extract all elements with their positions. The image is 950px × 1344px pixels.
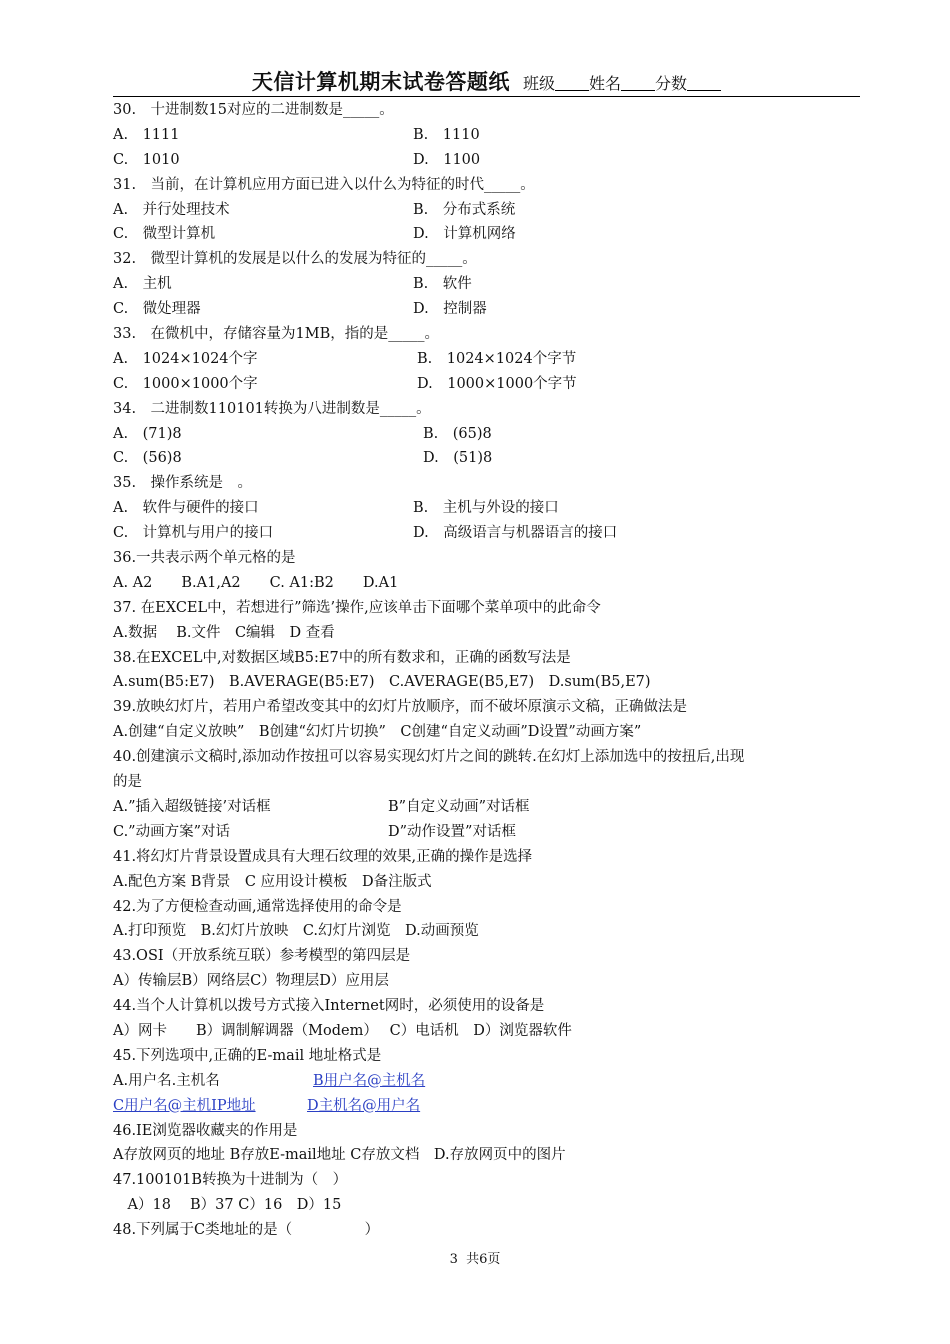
document-title: 天信计算机期末试卷答题纸 [251,70,510,94]
option-d-link[interactable]: D主机名@用户名 [307,1097,421,1114]
q31-options-row2 [113,222,873,247]
option-b: B. 主机与外设的接口 [413,500,559,517]
q35-options-row1 [113,496,873,521]
q30-stem: 30. 十进制数15对应的二进制数是_____。 [113,102,394,118]
class-label: 班级 [523,74,556,93]
option-d: D”动作设置”对话框 [388,823,516,840]
q45-stem: 45.下列选项中,正确的E-mail 地址格式是 [113,1047,382,1064]
question-list [113,98,873,1243]
q36-stem: 36.一共表示两个单元格的是 [113,550,296,567]
q33-options-row1 [113,347,873,372]
q46-options: A存放网页的地址 B存放E-mail地址 C存放文档 D.存放网页中的图片 [113,1147,566,1164]
q34-options-row2 [113,446,873,471]
option-c: C.”动画方案”对话 [113,823,231,840]
page-footer [0,1248,950,1267]
q45-options-row2 [113,1094,873,1119]
option-a: A.”插入超级链接’对话框 [113,798,271,815]
option-d: D. 高级语言与机器语言的接口 [413,525,618,542]
q40-options-row1 [113,795,873,820]
q40-options-row2 [113,820,873,845]
name-label: 姓名 [589,74,622,93]
q36-options: A. A2 B.A1,A2 C. A1:B2 D.A1 [113,574,399,591]
q37-options: A.数据 B.文件 C编辑 D 查看 [113,624,335,641]
option-c: C. 计算机与用户的接口 [113,525,274,542]
option-b-link[interactable]: B用户名@主机名 [313,1072,426,1089]
option-a: A. 并行处理技术 [113,201,230,218]
option-a: A. 1111 [113,126,180,143]
option-b: B. (65)8 [423,425,492,442]
q35-options-row2 [113,521,873,546]
q34-stem: 34. 二进制数110101转换为八进制数是_____。 [113,400,431,417]
page-number: 3 [449,1252,458,1267]
q41-options: A.配色方案 B背景 C 应用设计模板 D备注版式 [113,873,432,890]
q47-stem: 47.100101B转换为十进制为（ ） [113,1172,348,1189]
q34-options-row1 [113,422,873,447]
option-d: D. 计算机网络 [413,226,516,243]
option-a: A. (71)8 [113,425,182,442]
q48-stem: 48.下列属于C类地址的是（ ） [113,1222,380,1239]
option-b: B”自定义动画”对话框 [388,798,530,815]
q43-stem: 43.OSI（开放系统互联）参考模型的第四层是 [113,948,411,965]
q41-stem: 41.将幻灯片背景设置成具有大理石纹理的效果,正确的操作是选择 [113,848,533,865]
q32-stem: 32. 微型计算机的发展是以什么的发展为特征的_____。 [113,251,477,268]
class-blank[interactable] [555,76,589,91]
option-b: B. 1024×1024个字节 [417,350,577,367]
q33-options-row2 [113,372,873,397]
q35-stem: 35. 操作系统是 。 [113,475,253,492]
option-d: D. (51)8 [423,450,493,467]
q38-stem: 38.在EXCEL中,对数据区域B5:E7中的所有数求和，正确的函数写法是 [113,649,571,666]
q30-options-row1 [113,123,873,148]
q37-stem: 37. 在EXCEL中，若想进行”筛选’操作,应该单击下面哪个菜单项中的此命令 [113,599,601,616]
score-blank[interactable] [687,76,721,91]
q40-stem-continued: 的是 [113,774,142,791]
q31-stem: 31. 当前，在计算机应用方面已进入以什么为特征的时代_____。 [113,176,535,193]
option-a: A. 主机 [113,276,172,293]
option-c: C. 微处理器 [113,301,201,318]
option-a: A. 软件与硬件的接口 [113,500,259,517]
option-c: C. (56)8 [113,450,182,467]
q44-options: A）网卡 B）调制解调器（Modem） C）电话机 D）浏览器软件 [113,1022,572,1039]
option-d: D. 控制器 [413,301,487,318]
q30-options-row2 [113,148,873,173]
q42-stem: 42.为了方便检查动画,通常选择使用的命令是 [113,898,402,915]
student-info-fields [518,74,721,93]
page-total: 共6页 [466,1252,501,1267]
option-a: A.用户名.主机名 [113,1072,220,1089]
option-b: B. 1110 [413,126,480,143]
option-b: B. 分布式系统 [413,201,516,218]
answer-sheet-header [113,66,860,97]
option-d: D. 1000×1000个字节 [417,375,577,392]
option-d: D. 1100 [413,151,481,168]
q32-options-row2 [113,297,873,322]
q32-options-row1 [113,272,873,297]
q47-options: A）18 B）37 C）16 D）15 [113,1197,342,1214]
q46-stem: 46.IE浏览器收藏夹的作用是 [113,1122,298,1139]
option-c: C. 微型计算机 [113,226,216,243]
q31-options-row1 [113,198,873,223]
q39-options: A.创建“自定义放映” B创建“幻灯片切换” C创建“自定义动画”D设置”动画方案” [113,724,642,741]
option-c: C. 1010 [113,151,180,168]
score-label: 分数 [655,74,688,93]
q45-options-row1 [113,1069,873,1094]
q38-options: A.sum(B5:E7) B.AVERAGE(B5:E7) C.AVERAGE(B5,E7) D.sum(B5,E7) [113,674,651,691]
option-a: A. 1024×1024个字 [113,350,258,367]
q40-stem: 40.创建演示文稿时,添加动作按扭可以容易实现幻灯片之间的跳转.在幻灯上添加选中的按扭后,出现 [113,749,745,766]
q43-options: A）传输层B）网络层C）物理层D）应用层 [113,973,389,990]
option-c-link[interactable]: C用户名@主机IP地址 [113,1097,256,1114]
q33-stem: 33. 在微机中，存储容量为1MB，指的是_____。 [113,326,440,343]
name-blank[interactable] [621,76,655,91]
q42-options: A.打印预览 B.幻灯片放映 C.幻灯片浏览 D.动画预览 [113,923,479,940]
q39-stem: 39.放映幻灯片，若用户希望改变其中的幻灯片放顺序，而不破坏原演示文稿，正确做法是 [113,699,688,716]
q44-stem: 44.当个人计算机以拨号方式接入Internet网时，必须使用的设备是 [113,998,545,1015]
option-c: C. 1000×1000个字 [113,375,258,392]
option-b: B. 软件 [413,276,472,293]
